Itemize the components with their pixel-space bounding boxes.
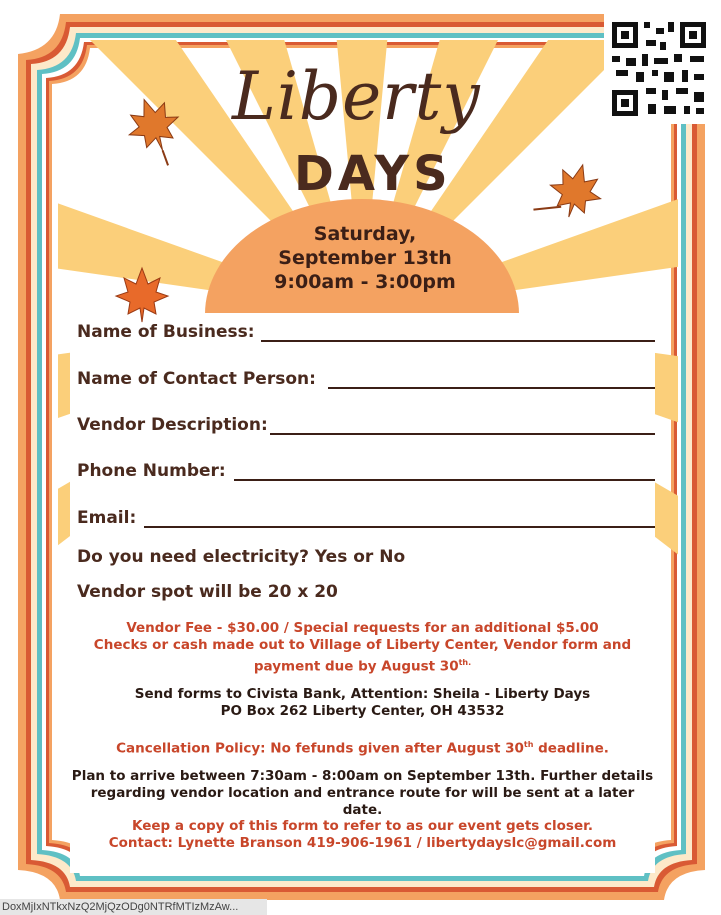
title-liberty-script: Liberty: [232, 58, 481, 135]
field-label: Email:: [77, 508, 137, 528]
download-tab[interactable]: DoxMjIxNTkxNzQ2MjQzODg0NTRfMTIzMzAw...: [0, 899, 267, 915]
event-day: Saturday,: [313, 223, 417, 245]
qr-code-icon: [604, 14, 714, 124]
email-line[interactable]: [144, 510, 655, 528]
business-name-field[interactable]: [77, 322, 655, 342]
vendor-fee-block: [70, 620, 655, 676]
payment-line: Checks or cash made out to Village of Liberty Center, Vendor form and: [93, 637, 632, 653]
vendor-spot-size: Vendor spot will be 20 x 20: [77, 582, 338, 602]
electricity-question: Do you need electricity? Yes or No: [77, 547, 406, 567]
field-label: Name of Contact Person:: [77, 369, 316, 389]
event-date-block: [240, 222, 490, 294]
arrival-line-1: Plan to arrive between 7:30am - 8:00am on September 13th. Further details: [71, 768, 654, 784]
field-label: Name of Business:: [77, 322, 255, 342]
cancellation-policy: Cancellation Policy: No fefunds given after August 30th deadline.: [116, 740, 609, 757]
mailing-address-block: [70, 686, 655, 720]
contact-line: Contact: Lynette Branson 419-906-1961 / libertydayslc@gmail.com: [108, 835, 617, 851]
mailing-line-1: Send forms to Civista Bank, Attention: Sheila - Liberty Days: [134, 686, 591, 702]
email-field[interactable]: [77, 508, 655, 528]
contact-block: [70, 818, 655, 852]
keep-copy-line: Keep a copy of this form to refer to as our event gets closer.: [132, 818, 593, 834]
vendor-description-line[interactable]: [270, 417, 655, 435]
arrival-line-2: regarding vendor location and entrance route for will be sent at a later date.: [90, 785, 635, 818]
vendor-fee-line: Vendor Fee - $30.00 / Special requests for an additional $5.00: [126, 620, 599, 636]
field-label: Phone Number:: [77, 461, 226, 481]
due-date-line: payment due by August $30^{th.}$: [253, 658, 472, 675]
arrival-instructions: [70, 768, 655, 819]
title-days: DAYS: [294, 146, 452, 202]
contact-person-field[interactable]: [77, 369, 655, 389]
mailing-line-2: PO Box 262 Liberty Center, OH 43532: [220, 703, 505, 719]
phone-number-field[interactable]: [77, 461, 655, 481]
vendor-description-field[interactable]: [77, 415, 655, 435]
event-date: September 13th: [278, 247, 452, 269]
contact-person-line[interactable]: [328, 371, 655, 389]
business-name-line[interactable]: [261, 324, 655, 342]
phone-number-line[interactable]: [234, 463, 655, 481]
field-label: Vendor Description:: [77, 415, 268, 435]
event-time: 9:00am - 3:00pm: [274, 271, 456, 293]
